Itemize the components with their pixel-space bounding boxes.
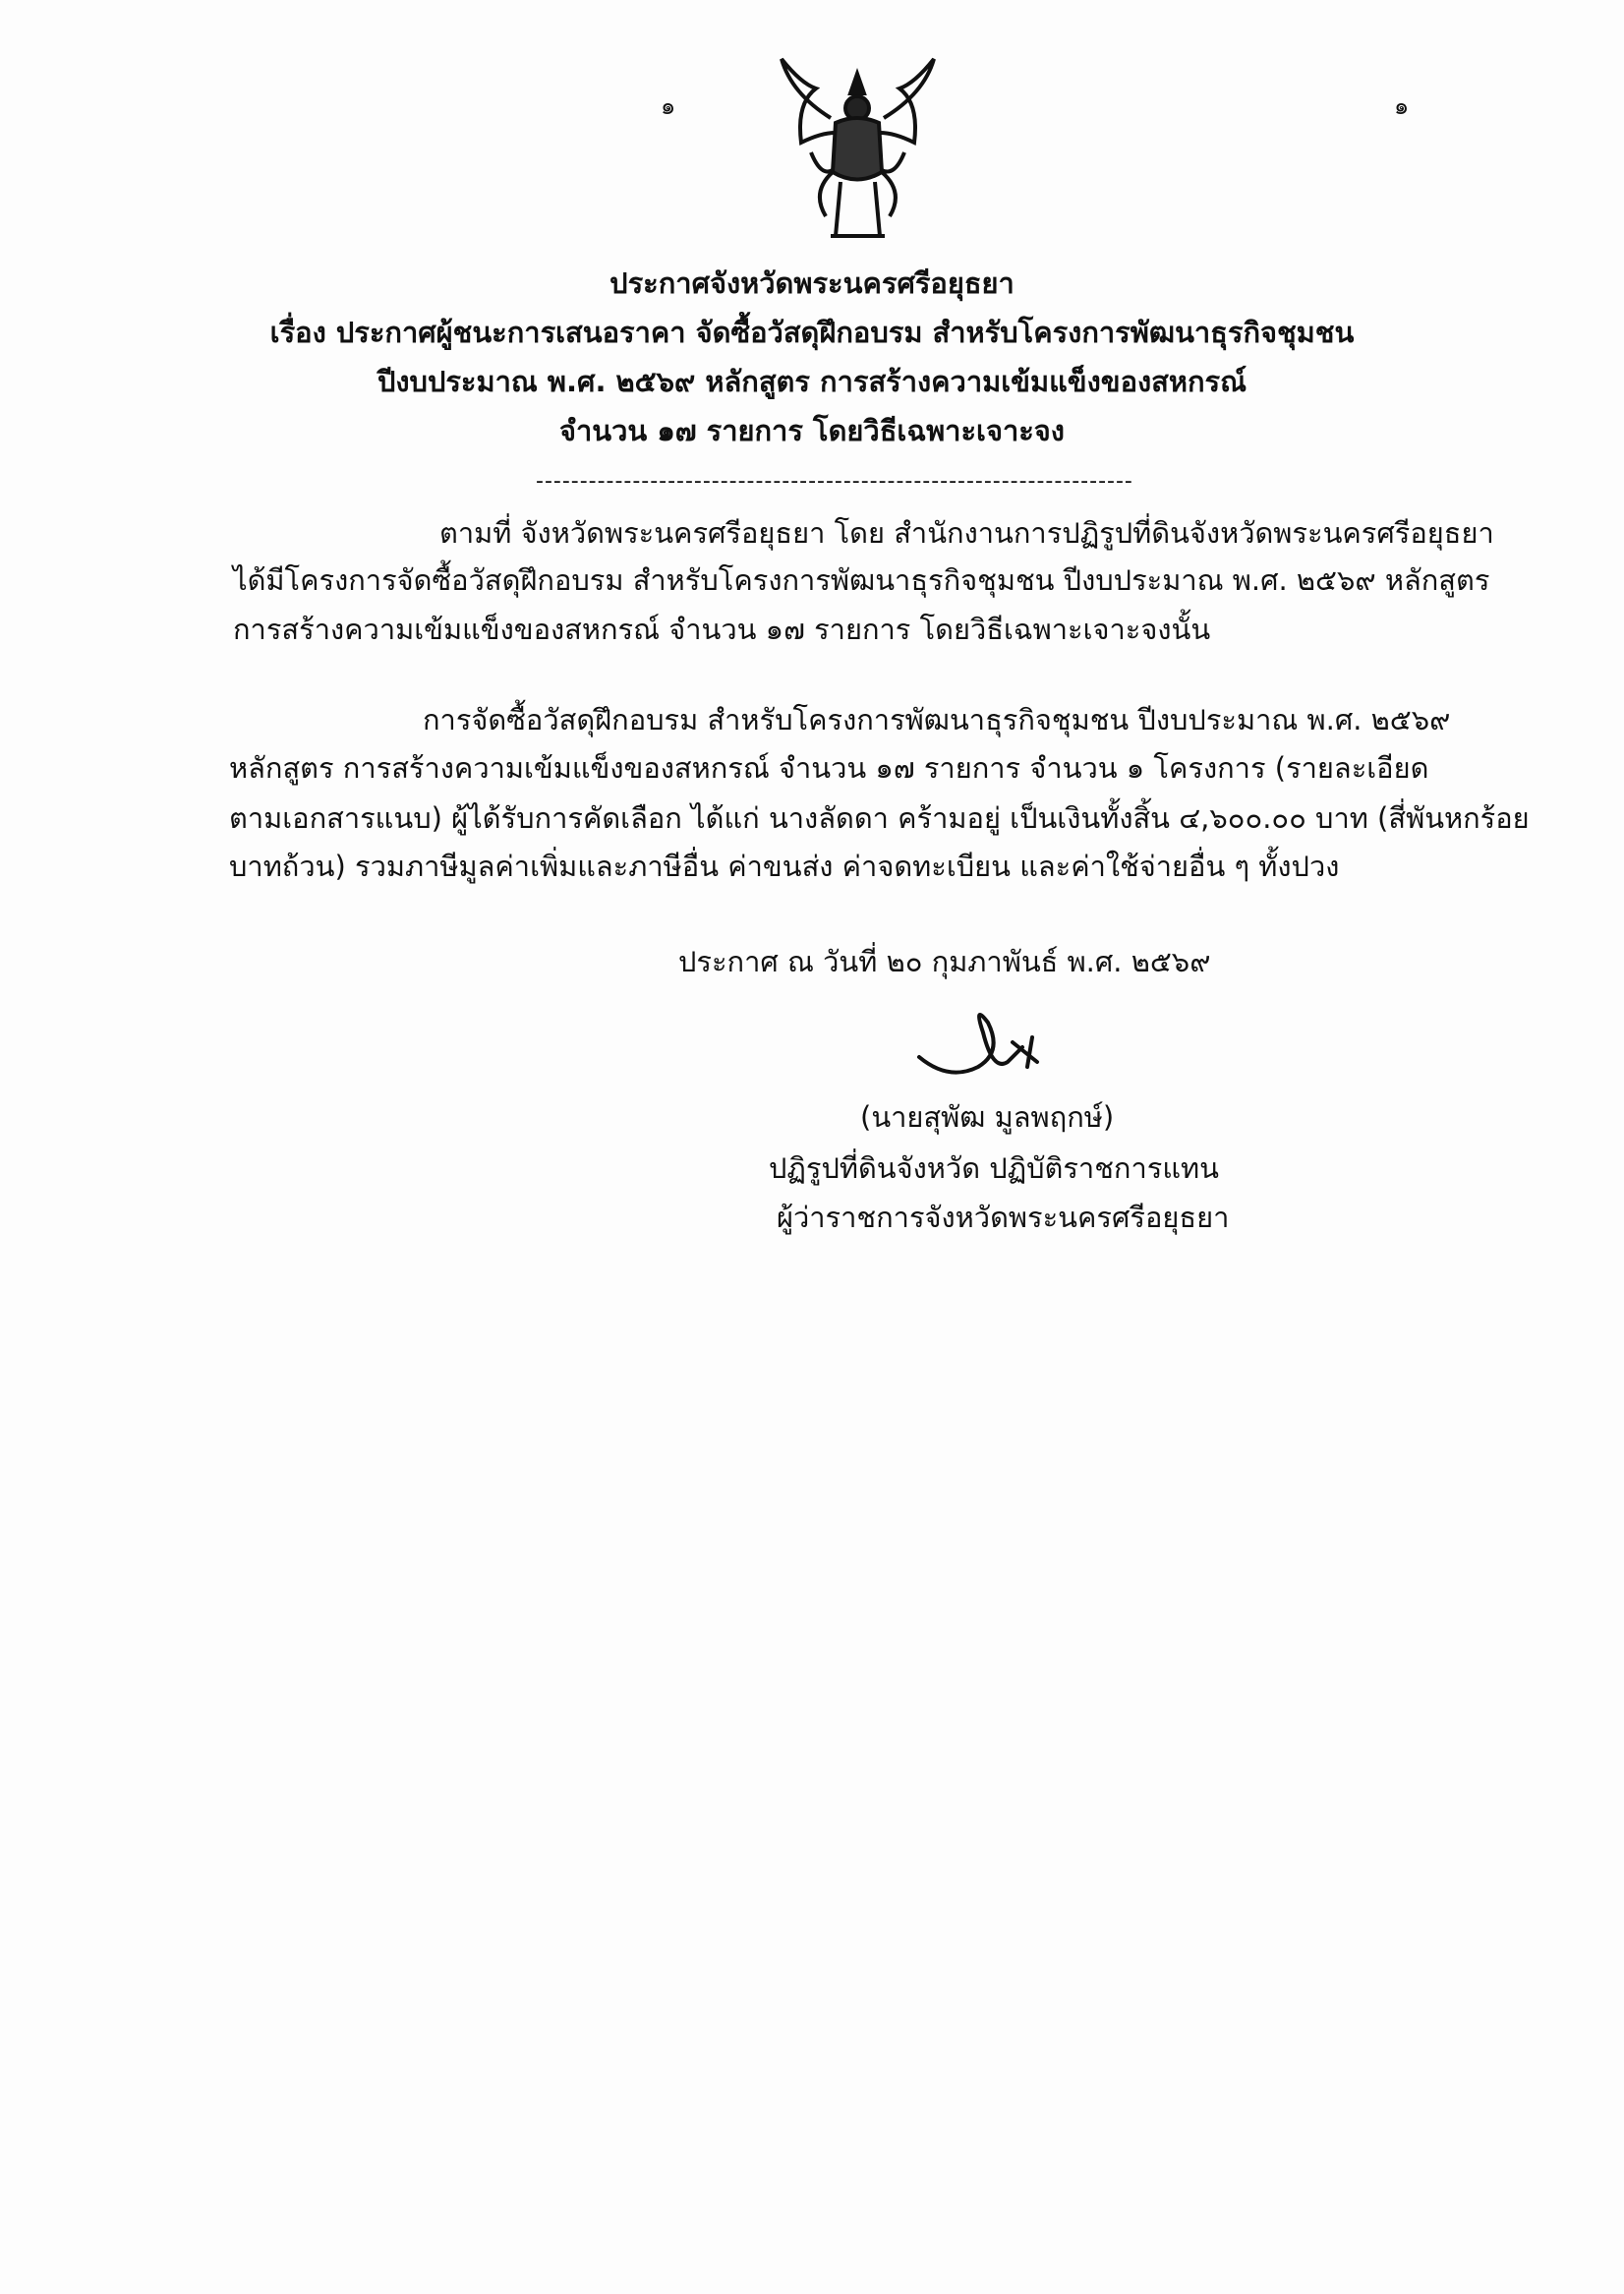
paragraph1-line-3: การสร้างความเข้มแข็งของสหกรณ์ จำนวน ๑๗ รายการ โดยวิธีเฉพาะเจาะจงนั้น [233, 613, 1211, 646]
paragraph2-line-3: ตามเอกสารแนบ) ผู้ได้รับการคัดเลือก ได้แก่ นางลัดดา คร้ามอยู่ เป็นเงินทั้งสิ้น ๔,๖๐๐.๐๐ บาท (สี่พันหกร้อย [229, 801, 1530, 835]
signer-position: ปฏิรูปที่ดินจังหวัด ปฏิบัติราชการแทน [769, 1151, 1219, 1185]
signature [909, 1003, 1076, 1091]
separator-line: -------------------------------------------------------------------- [536, 469, 1133, 494]
subject-line-3: จำนวน ๑๗ รายการ โดยวิธีเฉพาะเจาะจง [559, 414, 1065, 447]
garuda-emblem-icon [772, 54, 944, 246]
page-mark-left: ๑ [661, 92, 676, 120]
paragraph2-line-1: การจัดซื้อวัสดุฝึกอบรม สำหรับโครงการพัฒนาธุรกิจชุมชน ปีงบประมาณ พ.ศ. ๒๕๖๙ [423, 703, 1451, 736]
paragraph2-line-2: หลักสูตร การสร้างความเข้มแข็งของสหกรณ์ จำนวน ๑๗ รายการ จำนวน ๑ โครงการ (รายละเอียด [229, 751, 1429, 785]
subject-line-2: ปีงบประมาณ พ.ศ. ๒๕๖๙ หลักสูตร การสร้างความเข้มแข็งของสหกรณ์ [377, 365, 1247, 398]
announcement-title: ประกาศจังหวัดพระนครศรีอยุธยา [609, 266, 1015, 300]
signer-authority: ผู้ว่าราชการจังหวัดพระนครศรีอยุธยา [777, 1201, 1230, 1234]
subject-line-1: เรื่อง ประกาศผู้ชนะการเสนอราคา จัดซื้อวัสดุฝึกอบรม สำหรับโครงการพัฒนาธุรกิจชุมชน [269, 316, 1355, 349]
page-mark-right: ๑ [1394, 92, 1410, 120]
paragraph1-line-1: ตามที่ จังหวัดพระนครศรีอยุธยา โดย สำนักงานการปฏิรูปที่ดินจังหวัดพระนครศรีอยุธยา [439, 516, 1494, 550]
paragraph1-line-2: ได้มีโครงการจัดซื้อวัสดุฝึกอบรม สำหรับโครงการพัฒนาธุรกิจชุมชน ปีงบประมาณ พ.ศ. ๒๕๖๙ หลักสูตร [233, 563, 1490, 597]
signer-name: (นายสุพัฒ มูลพฤกษ์) [860, 1100, 1115, 1134]
paragraph2-line-4: บาทถ้วน) รวมภาษีมูลค่าเพิ่มและภาษีอื่น ค่าขนส่ง ค่าจดทะเบียน และค่าใช้จ่ายอื่น ๆ ทั้งปวง [229, 850, 1340, 883]
announcement-date: ประกาศ ณ วันที่ ๒๐ กุมภาพันธ์ พ.ศ. ๒๕๖๙ [678, 945, 1211, 978]
